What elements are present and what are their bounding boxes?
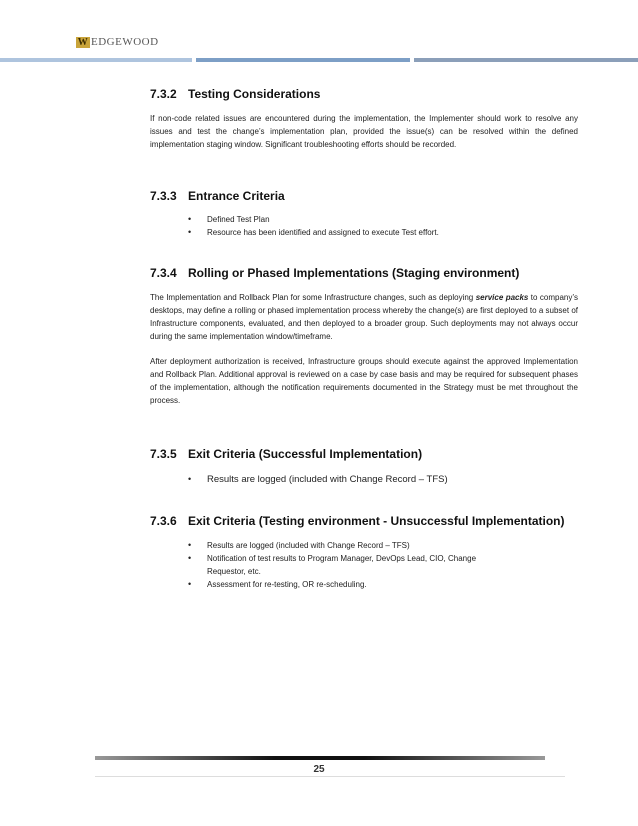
- wedgewood-logo: [76, 36, 159, 48]
- section-title: Exit Criteria (Testing environment - Unsuccessful Implementation): [188, 514, 565, 528]
- header-bar-2: [196, 58, 410, 62]
- section-number: 7.3.2: [150, 87, 177, 101]
- section-paragraph: If non-code related issues are encountered during the implementation, the Implementer should work to resolve any issues and test the change’s implementation plan, provided the issue(s) can be resolved within the defined implementation staging window. Significant troubleshooting efforts should be recorded.: [150, 114, 578, 149]
- bullet-list: [150, 539, 510, 591]
- header-bar-3: [414, 58, 638, 62]
- section-7-3-5: [150, 447, 578, 487]
- section-title: Rolling or Phased Implementations (Staging environment): [188, 266, 520, 280]
- section-paragraph-2: After deployment authorization is received, Infrastructure groups should execute against the approved Implementation and Rollback Plan. Additional approval is reviewed on a case by case basis and may be required for subsequent phases of the implementation, although the notification requirements documented in the Strategy must be met throughout the process.: [150, 357, 578, 405]
- list-item: • Resource has been identified and assigned to execute Test effort.: [150, 226, 578, 239]
- section-number: 7.3.3: [150, 189, 177, 203]
- page-number: 25: [313, 764, 325, 775]
- section-title: Testing Considerations: [188, 87, 321, 101]
- section-7-3-3: [150, 189, 578, 239]
- section-heading: [150, 189, 578, 203]
- section-7-3-6: [150, 514, 578, 591]
- section-title: Entrance Criteria: [188, 189, 285, 203]
- section-7-3-4: [150, 266, 578, 407]
- emphasis-service-packs: service packs: [475, 293, 529, 302]
- section-title: Exit Criteria (Successful Implementation): [188, 447, 423, 461]
- section-number: 7.3.5: [150, 447, 177, 461]
- logo-mark: W: [77, 36, 89, 48]
- section-heading: [150, 266, 578, 280]
- section-7-3-2: [150, 87, 578, 151]
- footer-divider: [95, 756, 545, 760]
- list-item: • Notification of test results to Program Manager, DevOps Lead, CIO, Change Requestor, etc.: [150, 552, 510, 578]
- bullet-list: [150, 213, 578, 239]
- section-heading: [150, 514, 578, 528]
- section-number: 7.3.6: [150, 514, 177, 528]
- header-bar-1: [0, 58, 192, 62]
- section-heading: [150, 447, 578, 461]
- header-color-bars: [0, 58, 638, 62]
- section-number: 7.3.4: [150, 266, 177, 280]
- paragraph-text: The Implementation and Rollback Plan for some Infrastructure changes, such as deploying: [150, 293, 476, 302]
- bullet-list: [150, 472, 578, 487]
- list-item: • Results are logged (included with Change Record – TFS): [150, 539, 510, 552]
- footer-rule: [95, 776, 565, 777]
- list-item: • Assessment for re-testing, OR re-scheduling.: [150, 578, 510, 591]
- logo-text: EDGEWOOD: [91, 36, 159, 48]
- section-heading: [150, 87, 578, 101]
- paragraph-text: to company’s desktops, may define a rolling or phased implementation process whereby the change(s) are first deployed to a subset of Infrastructure components, evaluated, and then deployed to a broader group. Such deployments may not always occur during the same implementation window/timeframe.: [150, 293, 578, 341]
- list-item: • Defined Test Plan: [150, 213, 578, 226]
- list-item: • Results are logged (included with Change Record – TFS): [150, 472, 578, 487]
- section-paragraph-1: [150, 291, 578, 343]
